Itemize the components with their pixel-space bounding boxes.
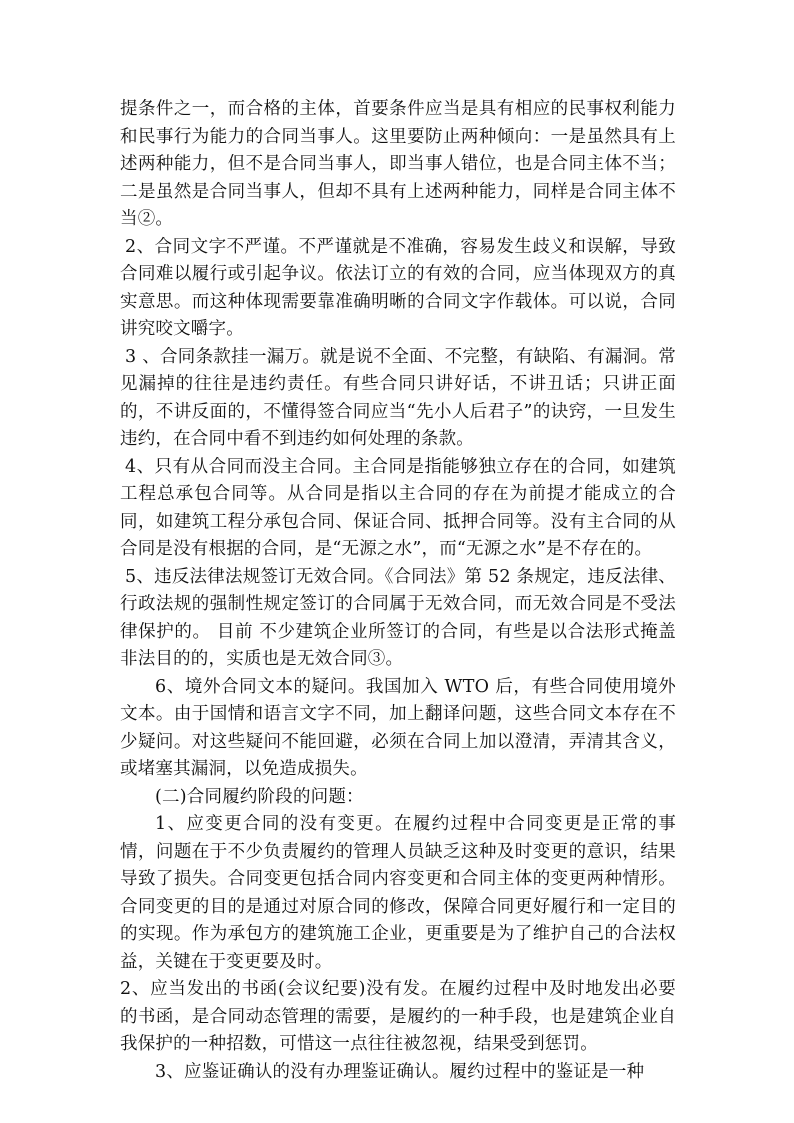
paragraph-perf-item-3-verification: 3、应鉴证确认的没有办理鉴证确认。履约过程中的鉴证是一种 <box>155 1061 645 1082</box>
paragraph-perf-item-1-change: 1、应变更合同的没有变更。在履约过程中合同变更是正常的事情，问题在于不少负责履约的管理人员缺乏这种及时变更的意识，结果导致了损失。合同变更包括合同内容变更和合同主体的变更两种情形。合同变更的目的是通过对原合同的修改，保障合同更好履行和一定目的的实现。作为承包方的建筑施工企业，更重要是为了维护自己的合法权益，关键在于变更要及时。 <box>120 814 676 972</box>
paragraph-item-2-wording: 2、合同文字不严谨。不严谨就是不准确，容易发生歧义和误解，导致合同难以履行或引起争议。依法订立的有效的合同，应当体现双方的真实意思。而这种体现需要靠准确明晰的合同文字作载体。可以说，合同讲究咬文嚼字。 <box>120 236 676 339</box>
document-body <box>120 96 676 1086</box>
paragraph-item-4-main-contract: 4、只有从合同而没主合同。主合同是指能够独立存在的合同，如建筑工程总承包合同等。从合同是指以主合同的存在为前提才能成立的合同，如建筑工程分承包合同、保证合同、抵押合同等。没有主合同的从合同是没有根据的合同，是“无源之水”，而“无源之水”是不存在的。 <box>120 456 676 559</box>
section-heading-performance: (二)合同履约阶段的问题： <box>155 786 364 807</box>
paragraph-item-5-invalid-contract: 5、违反法律法规签订无效合同。《合同法》第 52 条规定，违反法律、行政法规的强制性规定签订的合同属于无效合同，而无效合同是不受法律保护的。 目前 不少建筑企业所签订的合同，有些是以合法形式掩盖非法目的的，实质也是无效合同③。 <box>120 566 676 669</box>
paragraph-perf-item-2-letters: 2、应当发出的书函(会议纪要)没有发。在履约过程中及时地发出必要的书函，是合同动态管理的需要，是履约的一种手段，也是建筑企业自我保护的一种招数，可惜这一点往往被忽视，结果受到惩罚。 <box>120 979 676 1054</box>
paragraph-item-6-foreign-text: 6、境外合同文本的疑问。我国加入 WTO 后，有些合同使用境外文本。由于国情和语言文字不同，加上翻译问题，这些合同文本存在不少疑问。对这些疑问不能回避，必须在合同上加以澄清，弄清其含义，或堵塞其漏洞，以免造成损失。 <box>120 676 676 779</box>
paragraph-contract-subject: 提条件之一，而合格的主体，首要条件应当是具有相应的民事权利能力和民事行为能力的合同当事人。这里要防止两种倾向：一是虽然具有上述两种能力，但不是合同当事人，即当事人错位，也是合同主体不当；二是虽然是合同当事人，但却不具有上述两种能力，同样是合同主体不当②。 <box>120 99 676 229</box>
paragraph-item-3-clauses: 3 、合同条款挂一漏万。就是说不全面、不完整，有缺陷、有漏洞。常见漏掉的往往是违约责任。有些合同只讲好话，不讲丑话；只讲正面的，不讲反面的，不懂得签合同应当“先小人后君子”的诀窍，一旦发生违约，在合同中看不到违约如何处理的条款。 <box>120 346 676 449</box>
